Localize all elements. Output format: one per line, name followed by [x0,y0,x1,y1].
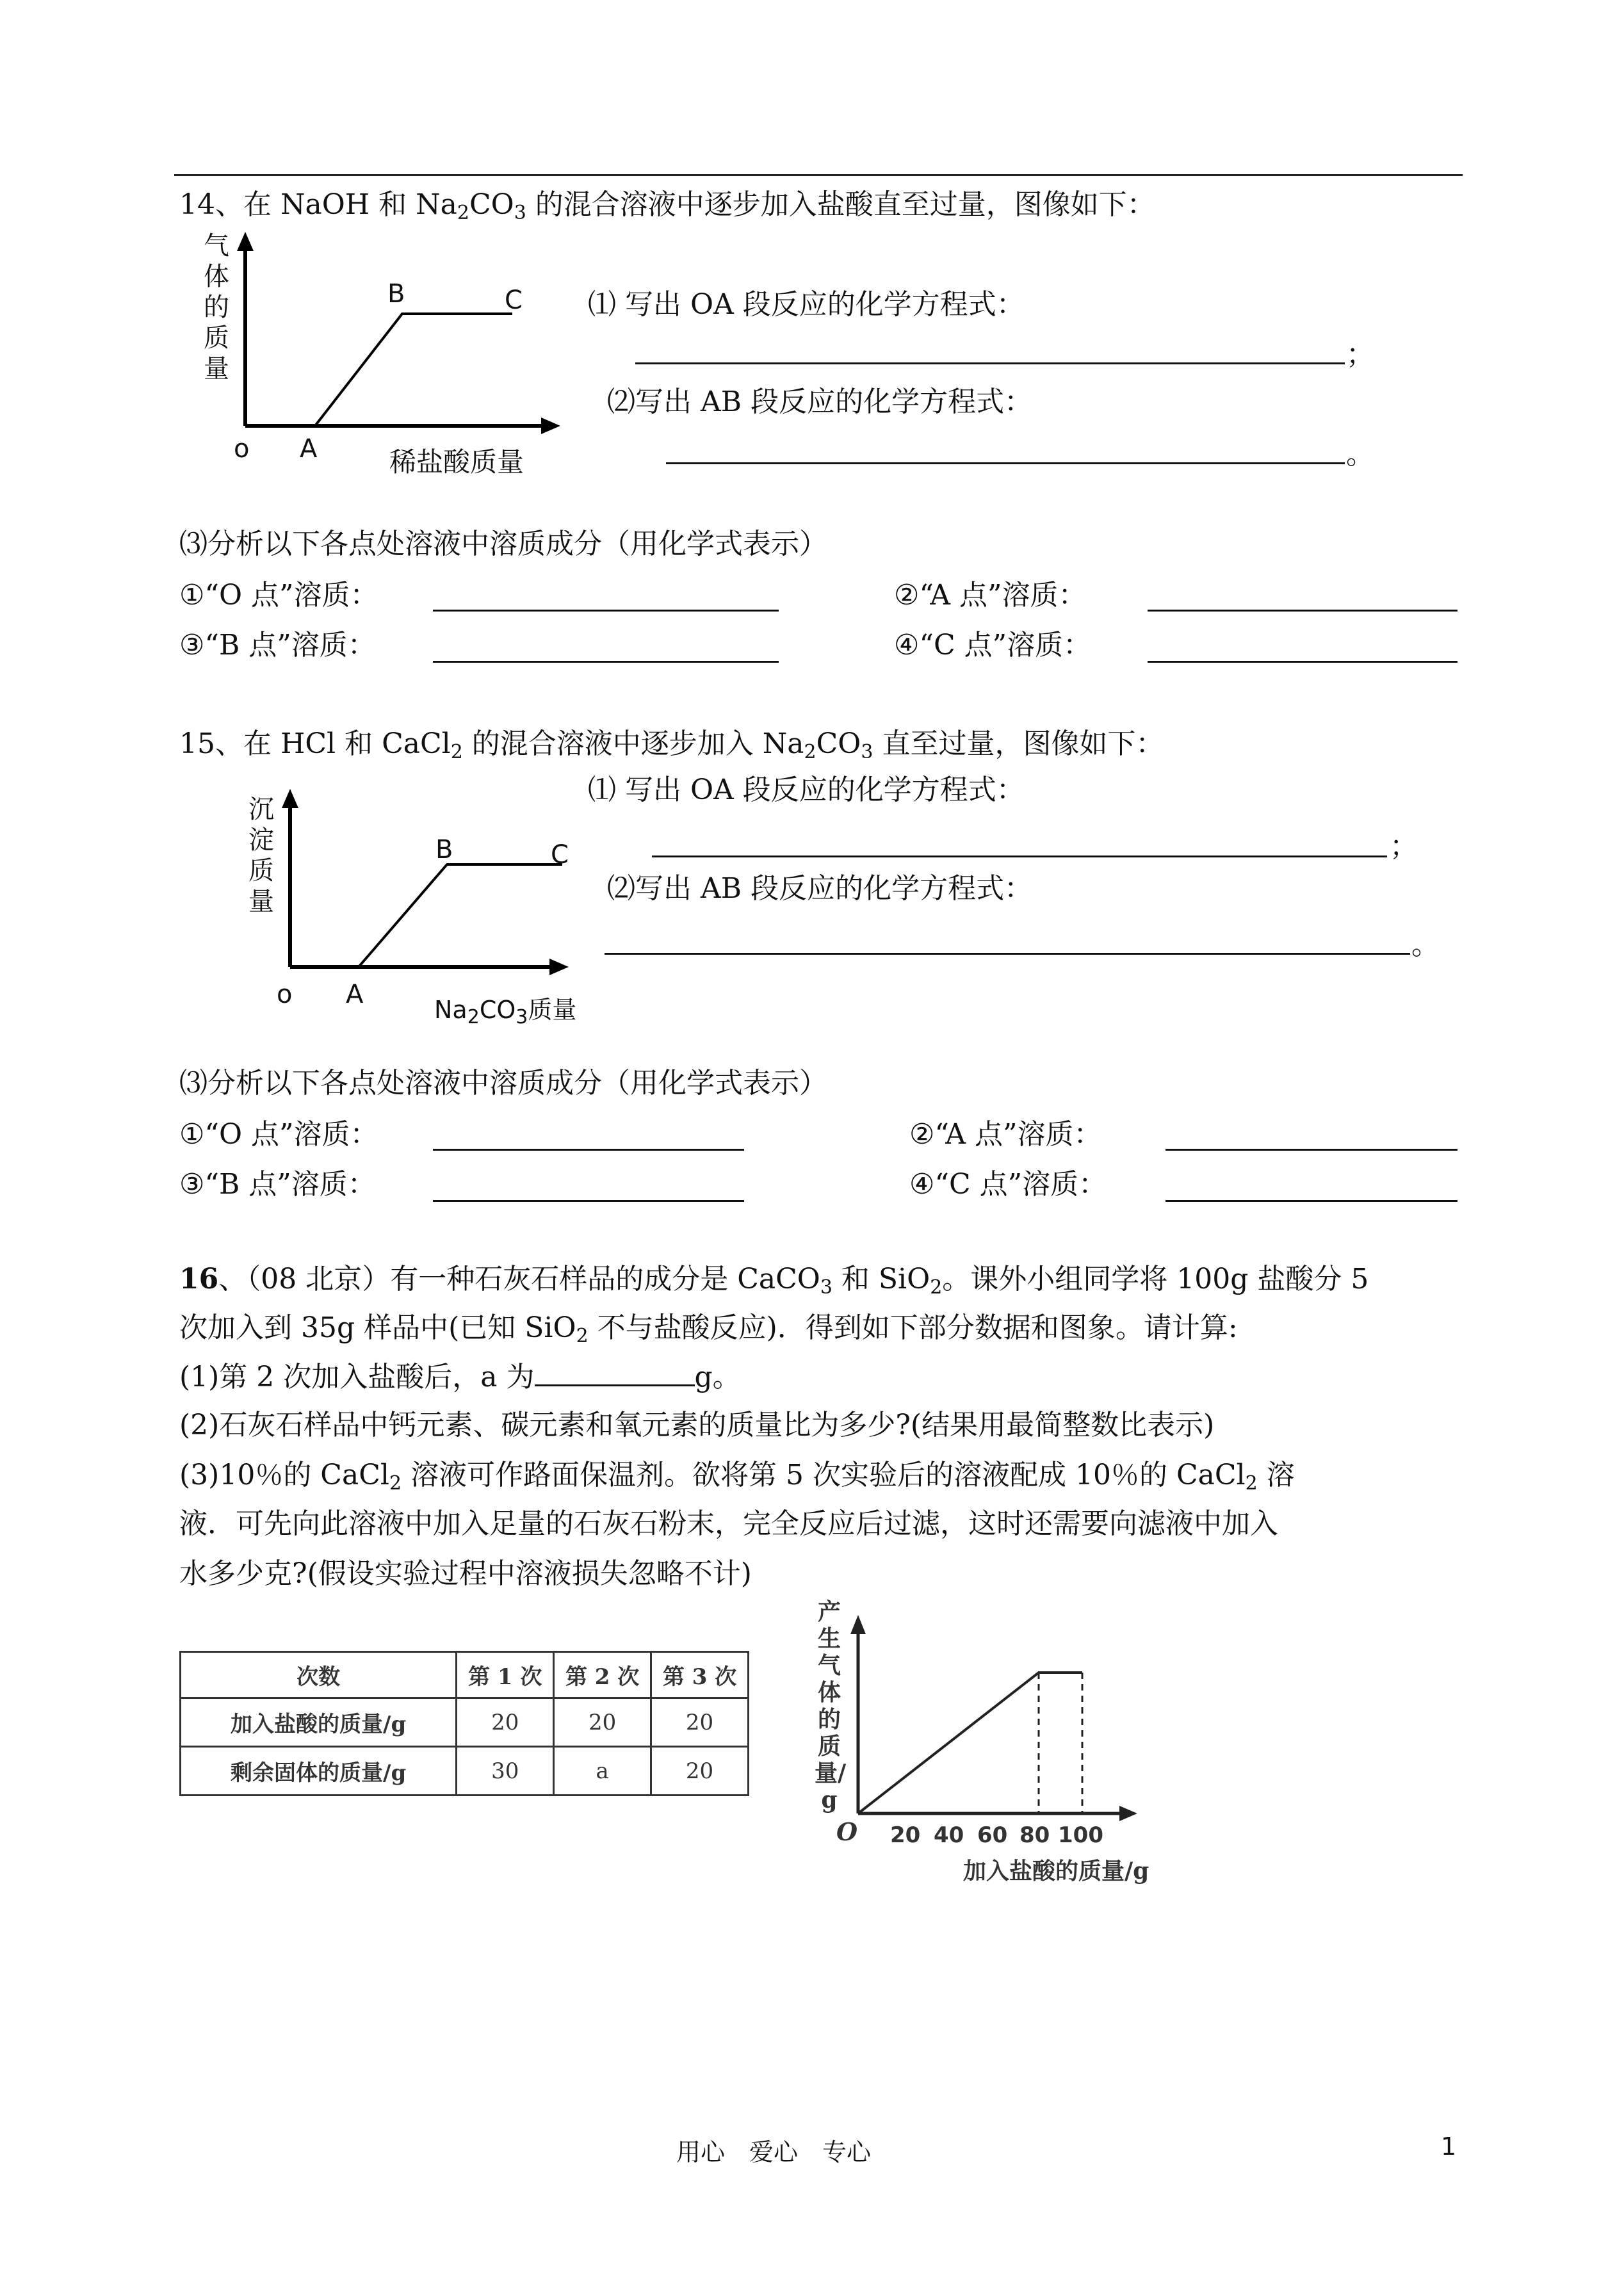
q14-part2-blank[interactable] [666,462,1345,464]
q14-point-c-label: C [505,286,523,315]
q15-point-c-blank[interactable] [1165,1200,1458,1202]
q14-point-a-blank[interactable] [1148,610,1458,612]
q15-point-b-label: B [435,835,453,864]
q14-point-a-label: A [300,434,318,464]
table-header-cell: 第 1 次 [457,1652,554,1698]
table-header-row [181,1652,749,1698]
q15-point-b: ③“B 点”溶质： [179,1168,376,1201]
q15-point-c: ④“C 点”溶质： [909,1168,1107,1201]
q16-origin-label: O [836,1817,858,1846]
q14-x-label: 稀盐酸质量 [389,446,524,478]
table-header-cell: 第 2 次 [554,1652,651,1698]
q14-point-a: ②“A 点”溶质： [894,579,1087,612]
header-rule [174,174,1463,176]
q15-part1: ⑴ 写出 OA 段反应的化学方程式： [588,774,1025,806]
q16-tick-20: 20 [890,1822,921,1848]
q15-point-a-label: A [346,980,364,1009]
q14-part2-end: 。 [1346,438,1374,471]
q14-point-c-blank[interactable] [1148,661,1458,663]
q14-point-b: ③“B 点”溶质： [179,629,376,661]
q15-point-c-label: C [551,840,569,870]
q16-sub3-line2: 液．可先向此溶液中加入足量的石灰石粉末，完全反应后过滤，这时还需要向滤液中加入 [179,1507,1278,1540]
q15-stem: 15、在 HCl 和 CaCl$_2$ 的混合溶液中逐步加入 $Na_2CO_3$ 直至过量，图像如下： [179,727,1164,763]
footer-slogan: 用心 爱心 专心 [676,2138,872,2166]
q15-origin-label: o [277,980,293,1009]
q14-stem: 14、在 NaOH 和 $Na_2CO_3$ 的混合溶液中逐步加入盐酸直至过量，图像如下： [179,188,1155,224]
table-cell: 20 [651,1698,749,1747]
table-header-cell: 次数 [181,1652,457,1698]
q14-origin-label: o [234,434,250,464]
q15-part1-blank[interactable] [652,856,1387,857]
q16-curve [858,1673,1082,1813]
q14-y-label: 气体的质量 [204,231,229,384]
table-cell: a [554,1747,651,1796]
q16-sub3-line1: (3)10％的 CaCl$_2$ 溶液可作路面保温剂。欲将第 5 次实验后的溶液配成 10％的 CaCl$_2$ 溶 [179,1459,1295,1495]
q14-point-b-label: B [387,279,405,309]
q16-tick-80: 80 [1019,1822,1050,1848]
table-row [181,1698,749,1747]
table-cell: 20 [651,1747,749,1796]
q16-x-label: 加入盐酸的质量/g [963,1858,1149,1885]
q15-curve [359,864,562,967]
q15-part3: ⑶分析以下各点处溶液中溶质成分（用化学式表示） [179,1067,827,1099]
q14-part1-blank[interactable] [635,362,1345,364]
q15-point-o: ①“O 点”溶质： [179,1118,378,1151]
q16-line2: 次加入到 35g 样品中(已知 SiO$_2$ 不与盐酸反应)．得到如下部分数据和图象。请计算: [179,1311,1238,1347]
table-cell: 30 [457,1747,554,1796]
table-header-cell: 第 3 次 [651,1652,749,1698]
table-cell: 20 [554,1698,651,1747]
q15-point-o-blank[interactable] [433,1149,744,1151]
page-number: 1 [1441,2132,1457,2161]
q15-x-label: $Na_2CO_3$质量 [434,996,577,1028]
q14-part3: ⑶分析以下各点处溶液中溶质成分（用化学式表示） [179,528,827,560]
q14-point-c: ④“C 点”溶质： [894,629,1092,661]
q16-sub2: (2)石灰石样品中钙元素、碳元素和氧元素的质量比为多少?(结果用最简整数比表示) [179,1409,1215,1441]
table-cell: 剩余固体的质量/g [181,1747,457,1796]
q16-data-table [179,1651,749,1796]
q14-point-o: ①“O 点”溶质： [179,579,378,612]
q16-sub1: (1)第 2 次加入盐酸后，a 为 g。 [179,1359,741,1395]
table-row [181,1747,749,1796]
q15-part2: ⑵写出 AB 段反应的化学方程式： [607,872,1033,905]
q14-part1: ⑴ 写出 OA 段反应的化学方程式： [588,288,1025,321]
q15-part2-end: 。 [1411,929,1440,961]
q14-number: 14、 [179,188,243,221]
q15-part1-end: ； [1390,830,1418,863]
q14-point-b-blank[interactable] [433,661,779,663]
q14-part2: ⑵写出 AB 段反应的化学方程式： [607,385,1033,418]
table-cell: 加入盐酸的质量/g [181,1698,457,1747]
table-cell: 20 [457,1698,554,1747]
q16-tick-60: 60 [977,1822,1008,1848]
q16-tick-40: 40 [934,1822,964,1848]
q16-number: 16 [179,1263,219,1295]
q16-line1: 16、（08 北京）有一种石灰石样品的成分是 CaCO$_3$ 和 SiO$_2$。课外小组同学将 100g 盐酸分 5 [179,1263,1369,1299]
q16-sub3-line3: 水多少克?(假设实验过程中溶液损失忽略不计) [179,1557,752,1590]
q15-point-a: ②“A 点”溶质： [909,1118,1102,1151]
q16-sub1-blank[interactable] [535,1359,695,1386]
q15-point-b-blank[interactable] [433,1200,744,1202]
q14-curve [315,314,512,426]
q16-y-label: 产生气体的质量/g [815,1598,847,1813]
q14-point-o-blank[interactable] [433,610,779,612]
q14-part1-end: ； [1346,338,1374,371]
q15-point-a-blank[interactable] [1165,1149,1458,1151]
q16-tick-100: 100 [1058,1822,1103,1848]
q15-number: 15、 [179,727,243,760]
q15-part2-blank[interactable] [605,953,1410,955]
q15-y-label: 沉淀质量 [248,795,274,916]
